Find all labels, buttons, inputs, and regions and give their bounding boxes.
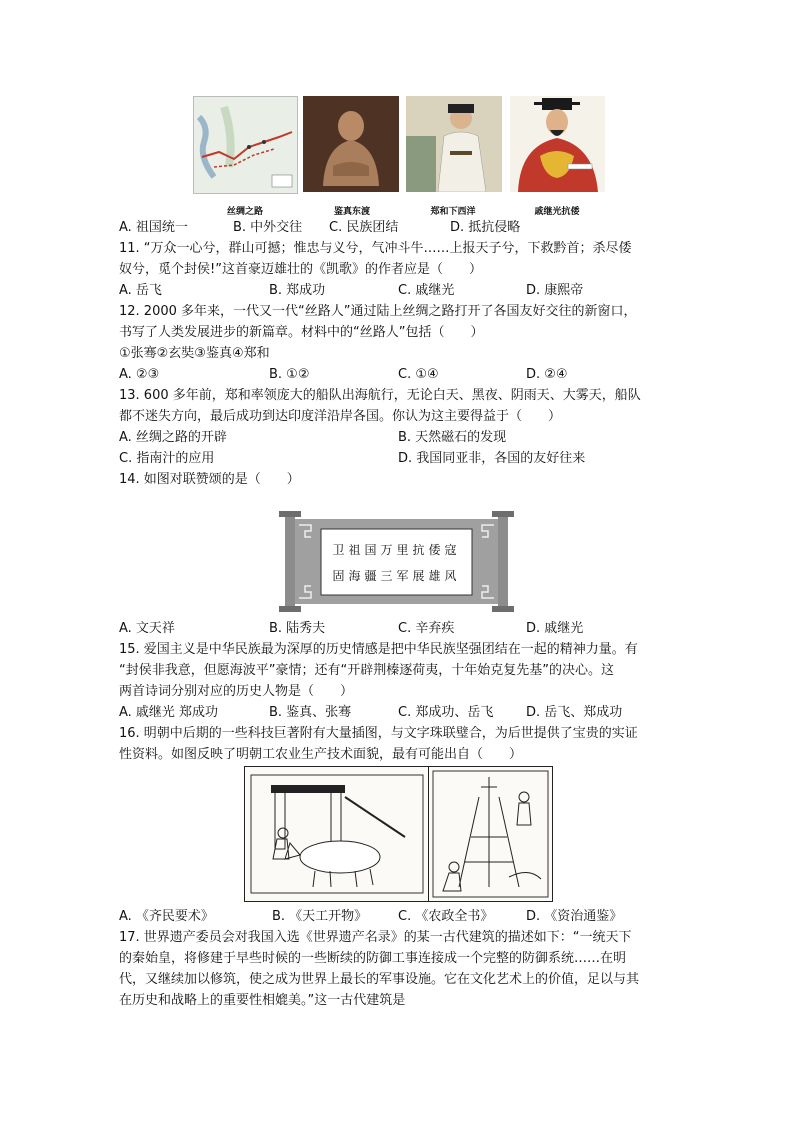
q15-option-a: A. 戚继光 郑成功 — [119, 705, 219, 720]
q17-line-3: 代，又继续加以修筑，使之成为世界上最长的军事设施。它在文化艺术上的价值，足以与其 — [119, 972, 640, 987]
q16-option-a: A. 《齐民要术》 — [119, 909, 214, 924]
silk-road-map-image — [193, 96, 298, 194]
couplet-scroll — [279, 511, 514, 612]
q10-option-b: B. 中外交往 — [233, 220, 303, 235]
q16-line-1: 16. 明朝中后期的一些科技巨著附有大量插图，与文字珠联璧合，为后世提供了宝贵的实证 — [119, 726, 638, 741]
q15-option-c: C. 郑成功、岳飞 — [398, 705, 494, 720]
zhenghe-portrait-image — [406, 96, 502, 192]
q12-option-c: C. ①④ — [398, 367, 439, 382]
q12-line-2: 书写了人类发展进步的新篇章。材料中的“丝路人”包括（ ） — [119, 325, 484, 340]
q17-line-4: 在历史和战略上的重要性相媲美。”这一古代建筑是 — [119, 993, 406, 1008]
image-caption-zhenghe: 郑和下西洋 — [430, 207, 476, 217]
q12-line-1: 12. 2000 多年来，一代又一代“丝路人”通过陆上丝绸之路打开了各国友好交往的新窗口， — [119, 304, 637, 319]
q10-option-d: D. 抵抗侵略 — [450, 220, 521, 235]
q11-option-c: C. 戚继光 — [398, 283, 455, 298]
q11-line-2: 奴兮，觅个封侯!”这首豪迈雄壮的《凯歌》的作者应是（ ） — [119, 262, 482, 277]
q14-option-a: A. 文天祥 — [119, 621, 175, 636]
image-caption-qijiguang: 戚继光抗倭 — [534, 207, 580, 217]
q15-line-2: “封侯非我意，但愿海波平”豪情；还有“开辟荆榛逐荷夷，十年始克复先基”的决心。这 — [119, 663, 614, 678]
q15-option-d: D. 岳飞、郑成功 — [526, 705, 623, 720]
q12-option-d: D. ②④ — [526, 367, 568, 382]
q13-line-2: 都不迷失方向，最后成功到达印度洋沿岸各国。你认为这主要得益于（ ） — [119, 409, 562, 424]
well-drilling-illustration — [428, 766, 553, 902]
q11-option-d: D. 康熙帝 — [526, 283, 584, 298]
q11-option-a: A. 岳飞 — [119, 283, 162, 298]
image-caption-jianzhen: 鉴真东渡 — [333, 207, 370, 217]
q14-option-d: D. 戚继光 — [526, 621, 584, 636]
q13-option-a: A. 丝绸之路的开辟 — [119, 430, 227, 445]
q17-line-1: 17. 世界遗产委员会对我国入选《世界遗产名录》的某一古代建筑的描述如下：“一统天下 — [119, 930, 632, 945]
couplet-line-2: 固海疆三军展雄风 — [332, 569, 461, 583]
q13-option-b: B. 天然磁石的发现 — [398, 430, 507, 445]
q12-option-b: B. ①② — [269, 367, 310, 382]
q13-option-d: D. 我国同亚非，各国的友好往来 — [398, 451, 586, 466]
q11-line-1: 11. “万众一心兮，群山可撼；惟忠与义兮，气冲斗牛……上报天子兮，下救黔首；杀尽倭 — [119, 241, 632, 256]
q14-option-c: C. 辛弃疾 — [398, 621, 455, 636]
q14-line-1: 14. 如图对联赞颂的是（ ） — [119, 472, 300, 487]
q12-line-3: ①张骞②玄奘③鉴真④郑和 — [119, 346, 270, 361]
jianzhen-statue-image — [303, 96, 399, 192]
image-caption-silk-road: 丝绸之路 — [226, 207, 263, 217]
q14-option-b: B. 陆秀夫 — [269, 621, 326, 636]
q11-option-b: B. 郑成功 — [269, 283, 326, 298]
q16-option-b: B. 《天工开物》 — [272, 909, 368, 924]
q13-option-c: C. 指南汁的应用 — [119, 451, 215, 466]
q13-line-1: 13. 600 多年前，郑和率领庞大的船队出海航行，无论白天、黑夜、阴雨天、大雾天，船队 — [119, 388, 641, 403]
ox-mill-illustration — [244, 766, 430, 902]
q12-option-a: A. ②③ — [119, 367, 160, 382]
q16-option-c: C. 《农政全书》 — [398, 909, 494, 924]
q17-line-2: 的秦始皇，将修建于早些时候的一些断续的防御工事连接成一个完整的防御系统……在明 — [119, 951, 627, 966]
q16-option-d: D. 《资治通鉴》 — [526, 909, 623, 924]
q15-line-1: 15. 爱国主义是中华民族最为深厚的历史情感是把中华民族坚强团结在一起的精神力量。有 — [119, 642, 638, 657]
qijiguang-portrait-image — [510, 96, 605, 192]
q10-option-a: A. 祖国统一 — [119, 220, 188, 235]
q15-option-b: B. 鉴真、张骞 — [269, 705, 352, 720]
q16-line-2: 性资料。如图反映了明朝工农业生产技术面貌，最有可能出自（ ） — [119, 747, 523, 762]
couplet-line-1: 卫祖国万里抗倭寇 — [332, 543, 461, 557]
q15-line-3: 两首诗词分别对应的历史人物是（ ） — [119, 684, 354, 699]
q10-option-c: C. 民族团结 — [329, 220, 399, 235]
